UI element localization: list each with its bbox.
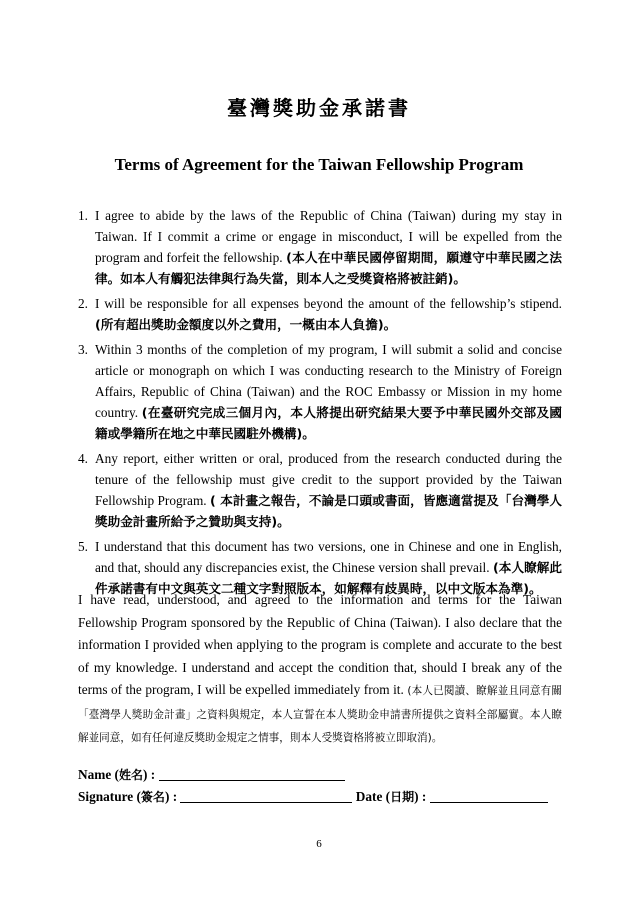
term-item — [78, 339, 562, 444]
term-number: 1. — [78, 208, 88, 223]
declaration-paragraph — [78, 589, 562, 750]
term-text-chinese: (在臺研究完成三個月內，本人將提出研究結果大要予中華民國外交部及國籍或學籍所在地之中華民國駐外機構)。 — [95, 405, 562, 441]
term-text-chinese: (所有超出獎助金額度以外之費用，一概由本人負擔)。 — [95, 317, 397, 332]
date-label: Date (日期) : — [355, 789, 427, 804]
term-text-chinese: (本人在中華民國停留期間，願遵守中華民國之法律。如本人有觸犯法律與行為失當，則本人之受獎資格將被註銷)。 — [95, 250, 562, 286]
name-row — [78, 766, 345, 783]
terms-list — [78, 205, 562, 603]
term-item — [78, 205, 562, 289]
term-text-english: I understand that this document has two versions, one in Chinese and one in English, and that, should any discrepancies exist, the Chinese version shall prevail. — [95, 539, 562, 575]
declaration-text-chinese: (本人已閱讀、瞭解並且同意有關「臺灣學人獎助金計畫」之資料與規定，本人宣誓在本人獎助金申請書所提供之資料全部屬實。本人瞭解並同意，如有任何違反獎助金規定之情事，則本人受獎資格將被立即取消)。 — [78, 685, 563, 744]
term-number: 3. — [78, 342, 88, 357]
signature-row — [78, 788, 548, 805]
term-number: 2. — [78, 296, 88, 311]
title-english: Terms of Agreement for the Taiwan Fellowship Program — [114, 155, 524, 174]
term-number: 4. — [78, 451, 88, 466]
term-text-english: I will be responsible for all expenses beyond the amount of the fellowship’s stipend. — [95, 296, 562, 311]
term-text-english: I agree to abide by the laws of the Republic of China (Taiwan) during my stay in Taiwan. If I commit a crime or engage in misconduct, I will be expelled from the program and forfeit the fellowship. — [95, 208, 562, 265]
term-number: 5. — [78, 539, 88, 554]
term-item — [78, 293, 562, 335]
term-text-chinese: ( 本計畫之報告，不論是口頭或書面，皆應適當提及「台灣學人獎助金計畫所給予之贊助與支持)。 — [95, 493, 563, 529]
term-text-english: Within 3 months of the completion of my program, I will submit a solid and concise article or monograph on which I was conducting research to the Ministry of Foreign Affairs, Republic of China (Taiwan) and the ROC Embassy or Mission in my home country. — [95, 342, 562, 420]
name-label: Name (姓名) : — [78, 767, 156, 782]
declaration-text-english: I have read, understood, and agreed to the information and terms for the Taiwan Fellowship Program sponsored by the Republic of China (Taiwan). I also declare that the information I provided when applying to the program is complete and accurate to the best of my knowledge. I understand and accept the condition that, should I break any of the terms of the program, I will be expelled immediately from it. — [78, 592, 562, 697]
term-text-chinese: (本人瞭解此件承諾書有中文與英文二種文字對照版本，如解釋有歧異時，以中文版本為準)。 — [95, 560, 562, 596]
term-text-english: Any report, either written or oral, produced from the research conducted during the tenure of the fellowship must give credit to the support provided by the Taiwan Fellowship Program. — [95, 451, 562, 508]
signature-input-line[interactable] — [180, 788, 352, 803]
term-item — [78, 448, 562, 532]
date-input-line[interactable] — [430, 788, 548, 803]
name-input-line[interactable] — [159, 766, 345, 781]
page-number: 6 — [316, 838, 322, 850]
signature-label: Signature (簽名) : — [78, 789, 178, 804]
title-chinese: 臺灣獎助金承諾書 — [227, 96, 411, 120]
